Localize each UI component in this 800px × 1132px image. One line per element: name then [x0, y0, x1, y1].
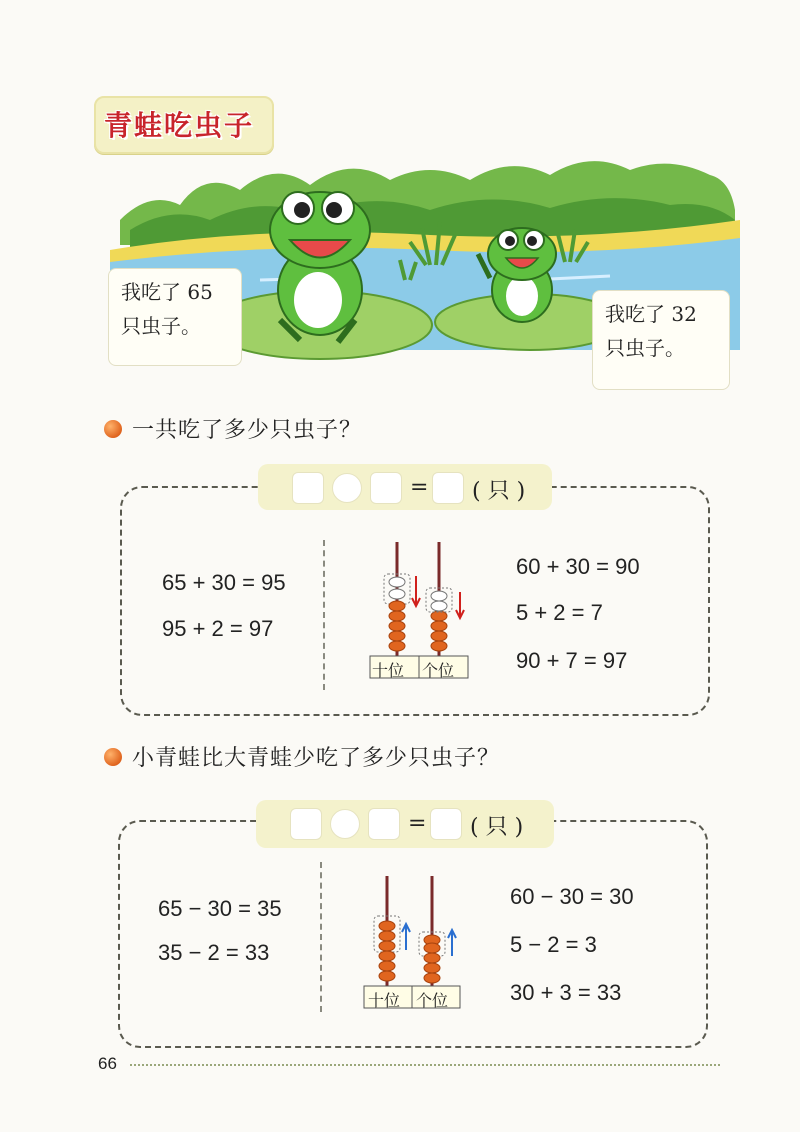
abacus-label-ones: 个位 — [416, 991, 449, 1010]
abacus-label-tens: 十位 — [372, 661, 405, 680]
abacus-label-ones: 个位 — [422, 661, 455, 680]
calc-line: 95 + 2 = 97 — [162, 616, 274, 641]
calc-line: 90 + 7 = 97 — [516, 648, 628, 673]
question-2: 小青蛙比大青蛙少吃了多少只虫子？ — [132, 746, 501, 771]
footer-dotted-line — [130, 1064, 720, 1066]
operator-circle[interactable] — [332, 473, 362, 503]
bubble-line: 只虫子。 — [605, 336, 685, 360]
question-bullet-icon — [104, 420, 122, 438]
question-bullet-icon — [104, 748, 122, 766]
operator-circle[interactable] — [330, 809, 360, 839]
bubble-line: 我吃了 65 — [121, 280, 213, 304]
bubble-line: 只虫子。 — [121, 314, 201, 338]
question-1: 一共吃了多少只虫子？ — [132, 418, 363, 443]
equals-sign: = — [408, 811, 427, 836]
calc-line: 60 − 30 = 30 — [510, 884, 634, 909]
unit-label: ( 只 ) — [472, 479, 526, 504]
big-frog-speech-bubble — [108, 268, 242, 366]
column-divider — [320, 862, 322, 1012]
calc-line: 65 − 30 = 35 — [158, 896, 282, 921]
small-frog-speech-bubble — [592, 290, 730, 390]
answer-box[interactable] — [430, 808, 462, 840]
bubble-line: 我吃了 32 — [605, 302, 697, 326]
page-number: 66 — [98, 1054, 117, 1073]
answer-box[interactable] — [290, 808, 322, 840]
page-title: 青蛙吃虫子 — [104, 109, 255, 142]
calc-line: 5 − 2 = 3 — [510, 932, 597, 957]
calc-line: 5 + 2 = 7 — [516, 600, 603, 625]
calc-line: 35 − 2 = 33 — [158, 940, 270, 965]
column-divider — [323, 540, 325, 690]
answer-box[interactable] — [432, 472, 464, 504]
equals-sign: = — [410, 475, 429, 500]
answer-box[interactable] — [292, 472, 324, 504]
unit-label: ( 只 ) — [470, 815, 524, 840]
answer-box[interactable] — [370, 472, 402, 504]
answer-box[interactable] — [368, 808, 400, 840]
abacus-label-tens: 十位 — [368, 991, 401, 1010]
calc-line: 30 + 3 = 33 — [510, 980, 622, 1005]
calc-line: 60 + 30 = 90 — [516, 554, 640, 579]
calc-line: 65 + 30 = 95 — [162, 570, 286, 595]
